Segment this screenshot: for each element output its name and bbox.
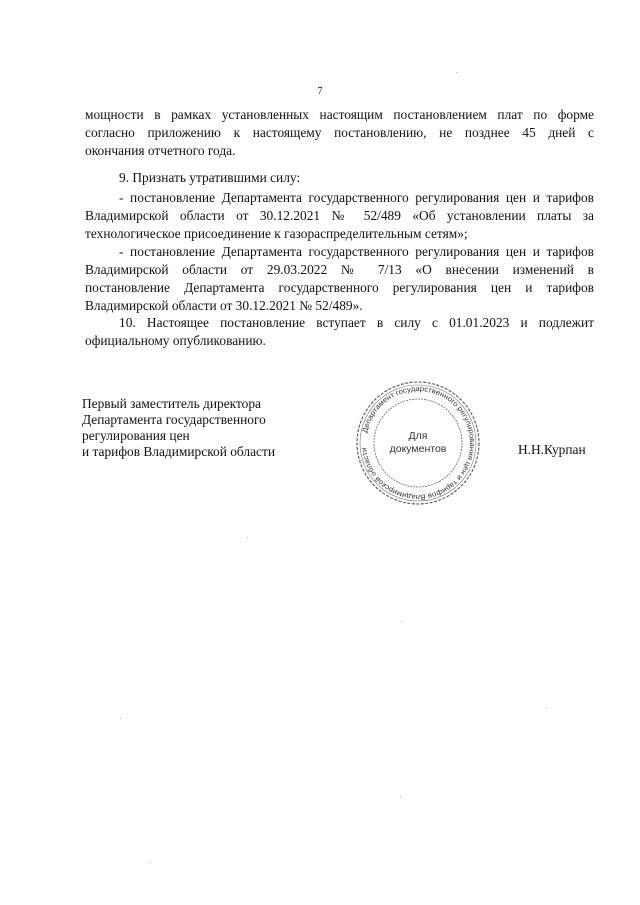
position-line: регулирования цен — [82, 428, 190, 443]
paragraph-line: согласно приложению к настоящему постановлению, не позднее 45 дней с — [85, 125, 594, 140]
paragraph-continuation — [85, 106, 594, 160]
paragraph-line: официальному опубликованию. — [85, 333, 266, 348]
position-line: Департамента государственного — [82, 412, 266, 427]
paragraph-line: окончания отчетного года. — [85, 143, 236, 158]
paragraph-line: Владимирской области от 29.03.2022 № 7/13 «О внесении изменений в — [85, 262, 594, 277]
paragraph-line: - постановление Департамента государственного регулирования цен и тарифов — [119, 190, 594, 205]
paragraph-line: технологическое присоединение к газораспределительным сетям»; — [85, 226, 468, 241]
scan-speck — [401, 621, 402, 622]
official-stamp — [354, 379, 482, 507]
scan-speck — [247, 537, 248, 538]
paragraph-line: постановление Департамента государственного регулирования цен и тарифов — [85, 280, 594, 295]
scan-speck — [150, 862, 151, 863]
item-10 — [85, 314, 594, 350]
paragraph-line: мощности в рамках установленных настоящим постановлением плат по форме — [85, 107, 594, 122]
paragraph-line: - постановление Департамента государственного регулирования цен и тарифов — [119, 244, 594, 259]
scan-speck — [120, 718, 121, 719]
item-9-subitem-a — [85, 189, 594, 243]
scan-speck — [456, 72, 457, 73]
item-9-subitem-b — [85, 243, 594, 315]
page-number: 7 — [317, 86, 323, 97]
paragraph-line: Владимирской области от 30.12.2021 № 52/489». — [85, 298, 363, 313]
paragraph-line: 10. Настоящее постановление вступает в силу с 01.01.2023 и подлежит — [119, 315, 594, 330]
scan-speck — [400, 796, 401, 797]
position-line: и тарифов Владимирской области — [82, 444, 275, 459]
signer-name: Н.Н.Курпан — [518, 442, 586, 457]
paragraph-line: Владимирской области от 30.12.2021 № 52/489 «Об установлении платы за — [85, 208, 594, 223]
stamp-center-line-1: Для — [408, 430, 428, 442]
stamp-ring-text: Департамент государственного регулирования цен и тарифов Владимирской области — [359, 383, 478, 503]
position-line: Первый заместитель директора — [82, 396, 261, 411]
item-9 — [85, 169, 594, 187]
scan-speck — [546, 708, 547, 709]
stamp-center-line-2: документов — [389, 443, 447, 455]
item-9-heading: 9. Признать утратившими силу: — [119, 170, 301, 185]
signature-position — [82, 396, 312, 460]
